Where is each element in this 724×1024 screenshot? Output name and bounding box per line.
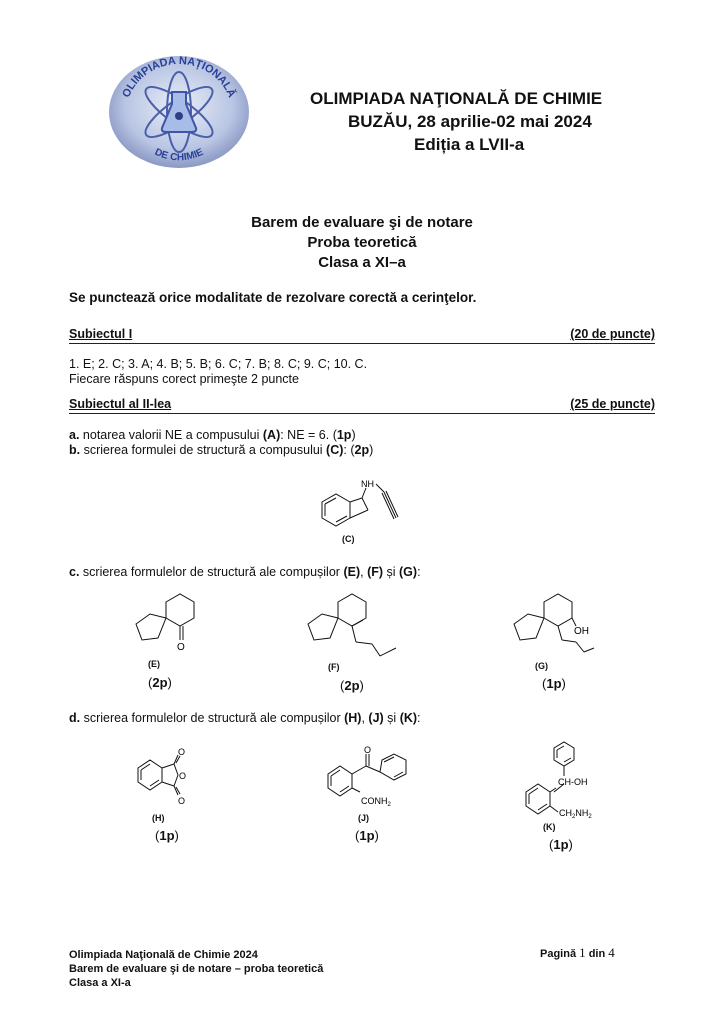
label-k: (K)	[543, 822, 556, 832]
points-e: (2p)	[148, 675, 172, 690]
k-ch2nh2-label: $CH_2NH_2$	[559, 808, 592, 820]
header-line1: OLIMPIADA NAŢIONALĂ DE CHIMIE	[310, 89, 603, 108]
s2-divider	[69, 413, 655, 414]
s1-answers: 1. E; 2. C; 3. A; 4. B; 5. B; 6. C; 7. B; 8. C; 9. C; 10. C.	[69, 357, 368, 371]
logo-text-bottom: DE CHIMIE	[152, 146, 206, 164]
s1-points: (20 de puncte)	[570, 327, 655, 341]
label-f: (F)	[328, 662, 340, 672]
structure-j	[322, 744, 422, 810]
label-e: (E)	[148, 659, 160, 669]
c-nh-label: NH	[361, 479, 374, 489]
item-b: b. scrierea formulei de structură a compusului (C): (2p)	[69, 443, 374, 457]
footer-line2: Barem de evaluare şi de notare – proba teoretică	[69, 963, 324, 975]
header-line2: BUZĂU, 28 aprilie-02 mai 2024	[348, 112, 592, 131]
points-k: (1p)	[549, 837, 573, 852]
points-j: (1p)	[355, 828, 379, 843]
structure-g	[508, 592, 608, 662]
header-line3: Ediția a LVII-a	[414, 135, 525, 154]
s2-points: (25 de puncte)	[570, 397, 655, 411]
title-line3: Clasa a XI–a	[318, 254, 406, 271]
item-a: a. notarea valorii NE a compusului (A): NE = 6. (1p)	[69, 428, 356, 442]
h-oxygen-top: O	[178, 747, 186, 757]
structure-f	[300, 592, 410, 662]
label-j: (J)	[358, 813, 369, 823]
title-line2: Proba teoretică	[307, 234, 417, 251]
structure-k	[518, 738, 618, 822]
title-line1: Barem de evaluare şi de notare	[251, 214, 473, 231]
points-g: (1p)	[542, 676, 566, 691]
points-f: (2p)	[340, 678, 364, 693]
s1-note: Fiecare răspuns corect primeşte 2 puncte	[69, 372, 299, 386]
structure-e	[126, 592, 206, 662]
points-h: (1p)	[155, 828, 179, 843]
s1-heading: Subiectul I	[69, 327, 133, 341]
k-choh-label: CH-OH	[558, 777, 588, 787]
j-oxygen-label: O	[364, 745, 372, 755]
item-c: c. scrierea formulelor de structură ale compușilor (E), (F) și (G):	[69, 565, 421, 579]
e-oxygen-label: O	[177, 642, 185, 653]
footer-line1: Olimpiada Naţională de Chimie 2024	[69, 949, 258, 961]
s1-divider	[69, 343, 655, 344]
intro-text: Se punctează orice modalitate de rezolvare corectă a cerinţelor.	[69, 290, 477, 305]
g-hydroxyl-label: OH	[574, 626, 589, 637]
footer-line3: Clasa a XI-a	[69, 977, 131, 989]
page-indicator: Pagină 1 din 4	[540, 945, 615, 960]
structure-h	[132, 744, 212, 810]
h-oxygen-bottom: O	[178, 796, 186, 806]
label-h: (H)	[152, 813, 165, 823]
label-g: (G)	[535, 661, 548, 671]
item-d: d. scrierea formulelor de structură ale compușilor (H), (J) și (K):	[69, 711, 421, 725]
label-c: (C)	[342, 534, 355, 544]
olympiad-logo	[104, 52, 254, 172]
j-amide-label: $CONH_2$	[361, 796, 391, 808]
s2-heading: Subiectul al II-lea	[69, 397, 172, 411]
structure-c	[314, 476, 404, 536]
logo-text-top: OLIMPIADA NAȚIONALĂ	[120, 54, 238, 100]
h-oxygen-ring: O	[179, 771, 187, 781]
